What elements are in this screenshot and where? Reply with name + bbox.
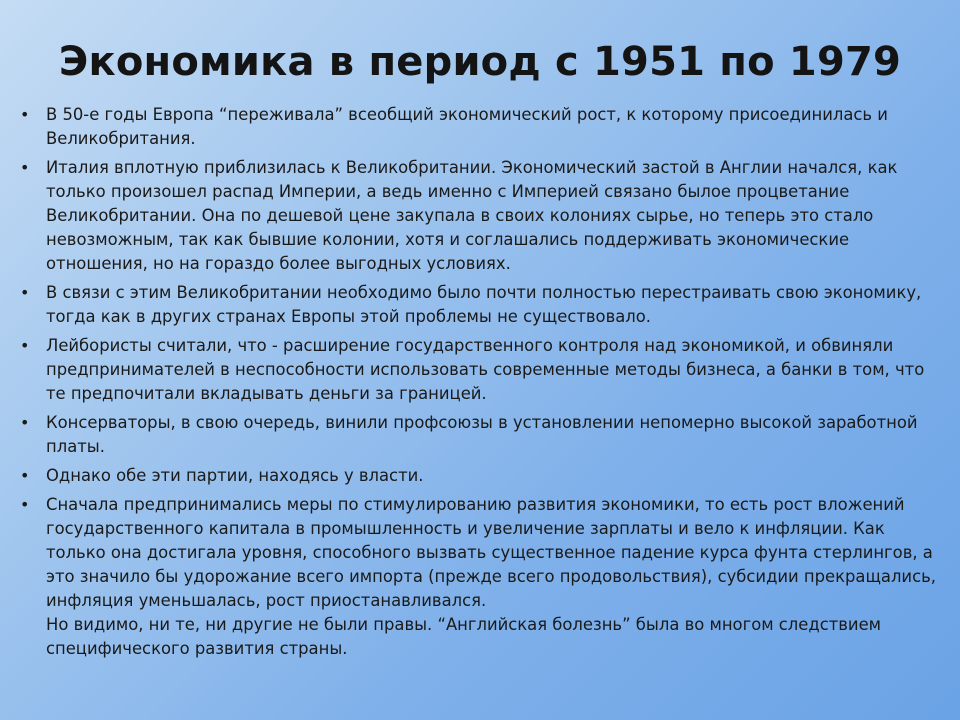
bullet-text: В связи с этим Великобритании необходимо было почти полностью перестраивать свою экономику, тогда как в других странах Европы этой проблемы не существовало. (46, 283, 922, 326)
bullet-item (20, 103, 945, 151)
bullet-item (20, 464, 945, 488)
bullet-icon: • (20, 466, 30, 485)
bullet-text: Италия вплотную приблизилась к Великобритании. Экономический застой в Англии начался, как только произошел распад Империи, а ведь именно с Империей связано былое процветание Великобритании. Она по дешевой цене закупала в своих колониях сырье, но теперь это стало невозможным, так как бывшие колонии, хотя и соглашались поддерживать экономические отношения, но на гораздо более выгодных условиях. (46, 158, 898, 273)
bullet-icon: • (20, 283, 30, 302)
bullet-icon: • (20, 105, 30, 124)
slide-title: Экономика в период с 1951 по 1979 (58, 39, 902, 85)
bullet-item (20, 493, 945, 661)
bullet-icon: • (20, 336, 30, 355)
bullet-text: В 50-е годы Европа “переживала” всеобщий экономический рост, к которому присоединилась и Великобритания. (46, 105, 888, 148)
bullet-text: Лейбористы считали, что - расширение государственного контроля над экономикой, и обвиняли предпринимателей в неспособности использовать современные методы бизнеса, а банки в том, что те предпочитали вкладывать деньги за границей. (46, 336, 925, 403)
bullet-icon: • (20, 495, 30, 514)
bullet-icon: • (20, 413, 30, 432)
bullet-text: Сначала предпринимались меры по стимулированию развития экономики, то есть рост вложений государственного капитала в промышленность и увеличение зарплаты и вело к инфляции. Как только она достигала уровня, способного вызвать существенное падение курса фунта стерлингов, а это значило бы удорожание всего импорта (прежде всего продовольствия), субсидии прекращались, инфляция уменьшалась, рост приостанавливался. (46, 495, 936, 610)
bullet-item (20, 411, 945, 459)
bullet-text: Консерваторы, в свою очередь, винили профсоюзы в установлении непомерно высокой заработной платы. (46, 413, 918, 456)
bullet-item (20, 281, 945, 329)
bullet-icon: • (20, 158, 30, 177)
bullet-item (20, 156, 945, 276)
bullet-continuation-text: Но видимо, ни те, ни другие не были правы. “Английская болезнь” была во многом следствием специфического развития страны. (46, 615, 882, 658)
bullet-list (20, 103, 945, 666)
bullet-item (20, 334, 945, 406)
bullet-text: Однако обе эти партии, находясь у власти. (46, 466, 424, 485)
